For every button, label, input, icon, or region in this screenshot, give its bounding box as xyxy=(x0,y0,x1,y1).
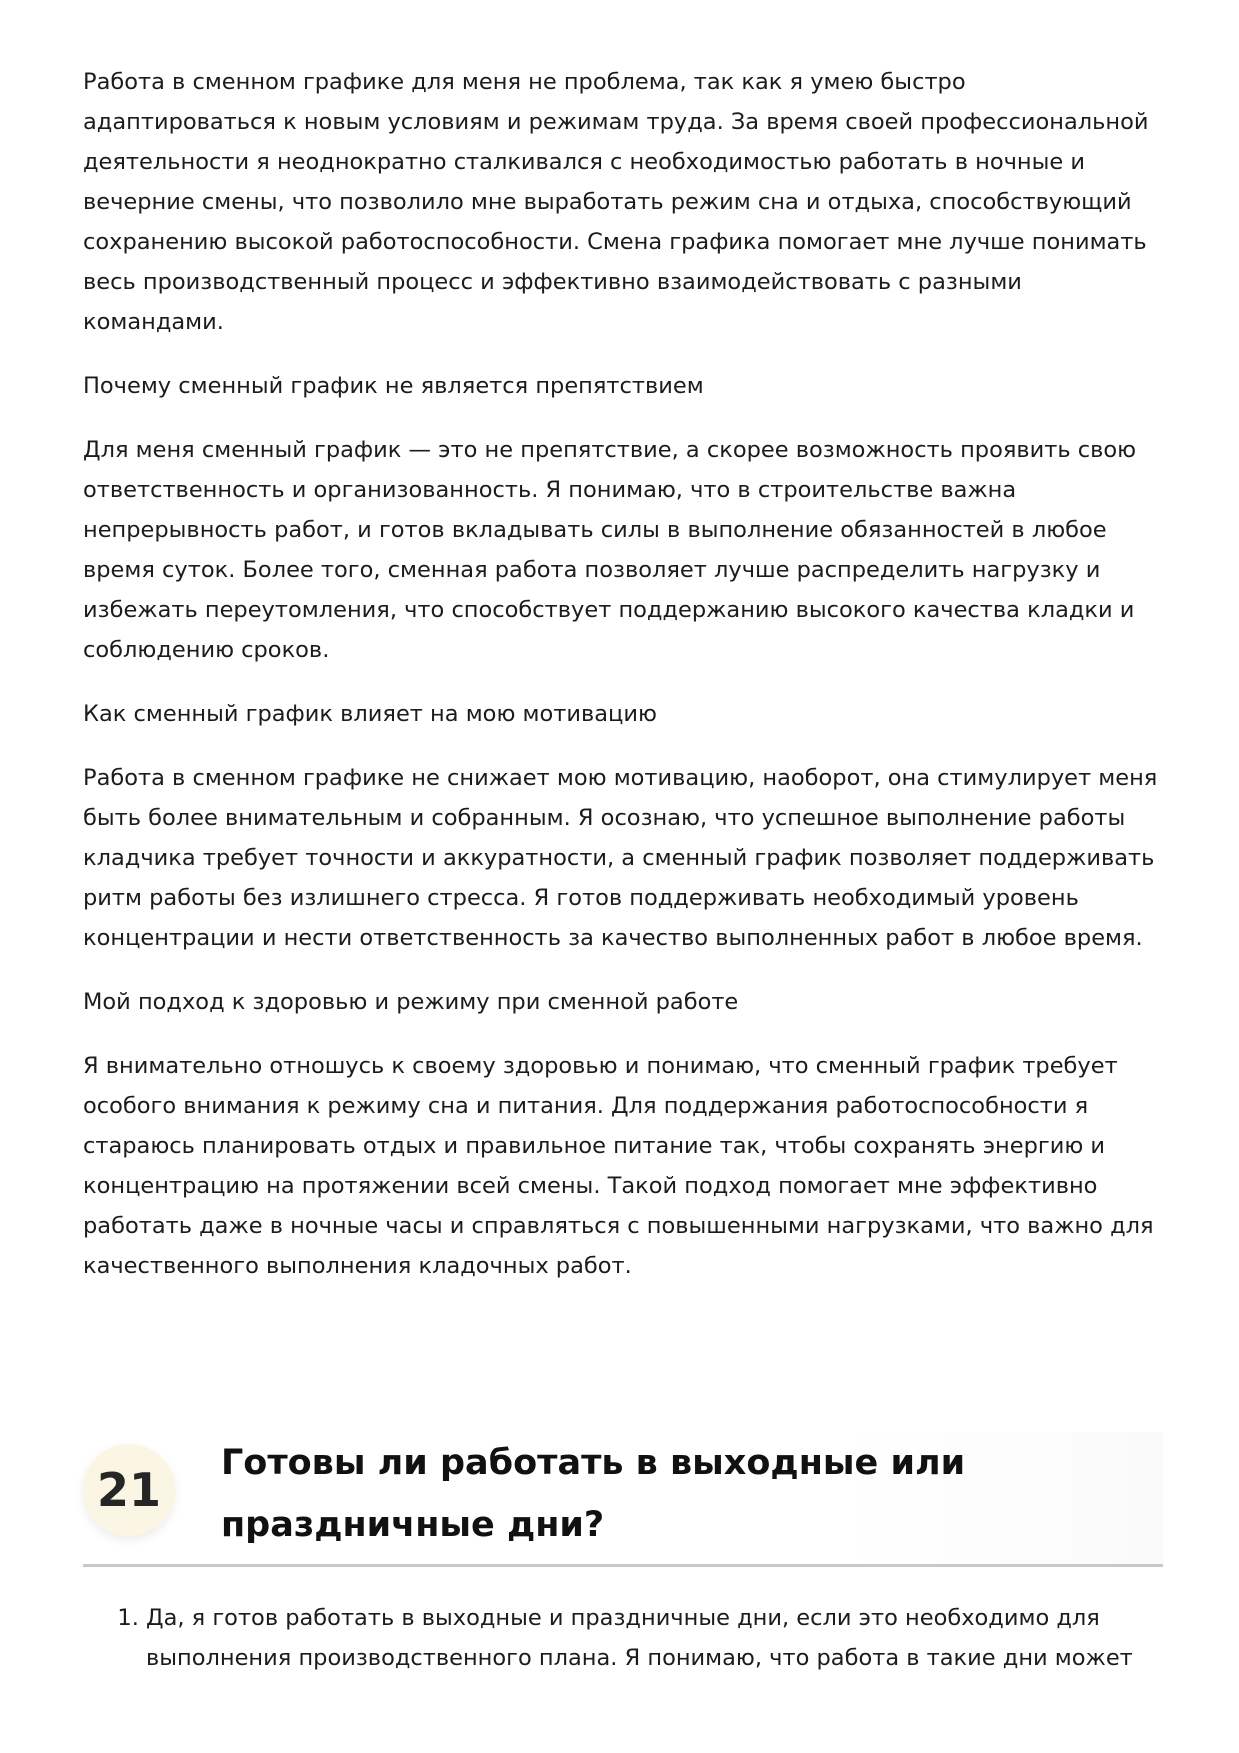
subheading: Как сменный график влияет на мою мотивацию xyxy=(83,701,657,727)
paragraph: Работа в сменном графике для меня не проблема, так как я умею быстро адаптироваться к новым условиям и режимам труда. За время своей профессиональной деятельности я неоднократно сталкивался с необходимостью работать в ночные и вечерние смены, что позволило мне выработать режим сна и отдыха, способствующий сохранению высокой работоспособности. Смена графика помогает мне лучше понимать весь производственный процесс и эффективно взаимодействовать с разными командами. xyxy=(83,69,1149,335)
paragraph: Для меня сменный график — это не препятствие, а скорее возможность проявить свою ответственность и организованность. Я понимаю, что в строительстве важна непрерывность работ, и готов вкладывать силы в выполнение обязанностей в любое время суток. Более того, сменная работа позволяет лучше распределить нагрузку и избежать переутомления, что способствует поддержанию высокого качества кладки и соблюдению сроков. xyxy=(83,437,1137,663)
question-header xyxy=(83,1432,1163,1567)
list-item: 1. Да, я готов работать в выходные и праздничные дни, если это необходимо для выполнения производственного плана. Я понимаю, что работа в такие дни может xyxy=(146,1598,1226,1678)
question-number-badge: 21 xyxy=(83,1444,175,1536)
question-title: Готовы ли работать в выходные или праздничные дни? xyxy=(221,1443,966,1545)
paragraph: Работа в сменном графике не снижает мою мотивацию, наоборот, она стимулирует меня быть более внимательным и собранным. Я осознаю, что успешное выполнение работы кладчика требует точности и аккуратности, а сменный график позволяет поддерживать ритм работы без излишнего стресса. Я готов поддерживать необходимый уровень концентрации и нести ответственность за качество выполненных работ в любое время. xyxy=(83,765,1158,951)
subheading: Мой подход к здоровью и режиму при сменной работе xyxy=(83,989,739,1015)
article-body xyxy=(83,62,1163,1310)
subheading: Почему сменный график не является препятствием xyxy=(83,373,704,399)
paragraph: Я внимательно отношусь к своему здоровью и понимаю, что сменный график требует особого внимания к режиму сна и питания. Для поддержания работоспособности я стараюсь планировать отдых и правильное питание так, чтобы сохранять энергию и концентрацию на протяжении всей смены. Такой подход помогает мне эффективно работать даже в ночные часы и справляться с повышенными нагрузками, что важно для качественного выполнения кладочных работ. xyxy=(83,1053,1154,1279)
answer-list xyxy=(83,1598,1226,1678)
